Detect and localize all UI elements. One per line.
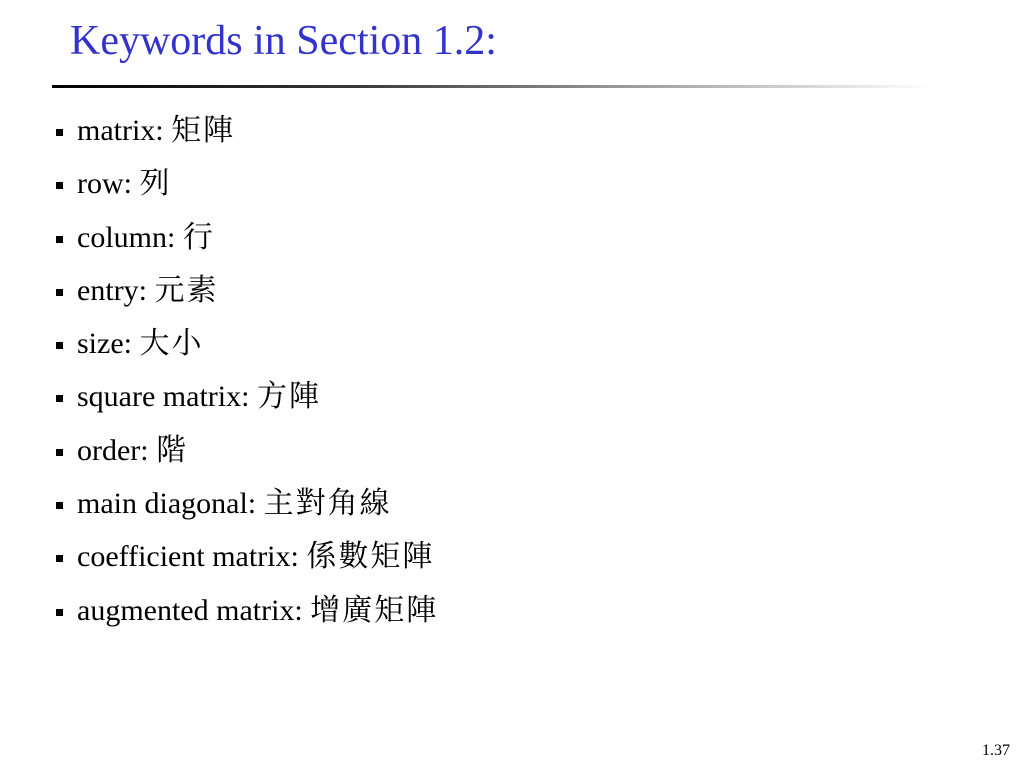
title-divider	[52, 85, 932, 88]
keyword-item	[56, 325, 438, 378]
keyword-term: entry:	[77, 273, 147, 307]
keyword-term: order:	[77, 433, 149, 467]
square-bullet-icon	[56, 502, 63, 509]
keyword-translation: 增廣矩陣	[310, 592, 439, 628]
keyword-translation: 行	[182, 219, 215, 255]
keyword-translation: 列	[139, 166, 172, 202]
keyword-list	[56, 112, 438, 645]
keyword-term: row:	[77, 167, 132, 201]
keyword-term: matrix:	[77, 114, 164, 147]
keyword-translation: 主對角線	[263, 486, 392, 522]
keyword-item	[56, 165, 438, 218]
keyword-translation: 階	[156, 432, 189, 468]
keyword-item	[56, 592, 438, 645]
square-bullet-icon	[56, 236, 63, 243]
square-bullet-icon	[56, 395, 63, 402]
page-number: 1.37	[982, 742, 1010, 759]
keyword-item	[56, 485, 438, 538]
keyword-term: size:	[77, 327, 132, 361]
keyword-term: square matrix:	[77, 380, 250, 414]
keyword-translation: 元素	[154, 272, 219, 308]
keyword-item	[56, 272, 438, 325]
keyword-item	[56, 219, 438, 272]
square-bullet-icon	[56, 182, 63, 189]
keyword-term: main diagonal:	[77, 487, 257, 521]
keyword-term: augmented matrix:	[77, 593, 303, 627]
keyword-translation: 方陣	[256, 379, 321, 415]
keyword-term: coefficient matrix:	[77, 540, 299, 574]
square-bullet-icon	[56, 449, 63, 456]
keyword-translation: 矩陣	[171, 113, 236, 148]
keyword-item	[56, 538, 438, 591]
square-bullet-icon	[56, 129, 63, 136]
slide-title: Keywords in Section 1.2:	[70, 18, 497, 64]
keyword-item	[56, 112, 438, 165]
keyword-term: column:	[77, 220, 176, 254]
square-bullet-icon	[56, 342, 63, 349]
keyword-item	[56, 378, 438, 431]
keyword-translation: 大小	[139, 326, 204, 362]
square-bullet-icon	[56, 609, 63, 616]
keyword-translation: 係數矩陣	[306, 539, 435, 575]
square-bullet-icon	[56, 289, 63, 296]
keyword-item	[56, 432, 438, 485]
square-bullet-icon	[56, 555, 63, 562]
